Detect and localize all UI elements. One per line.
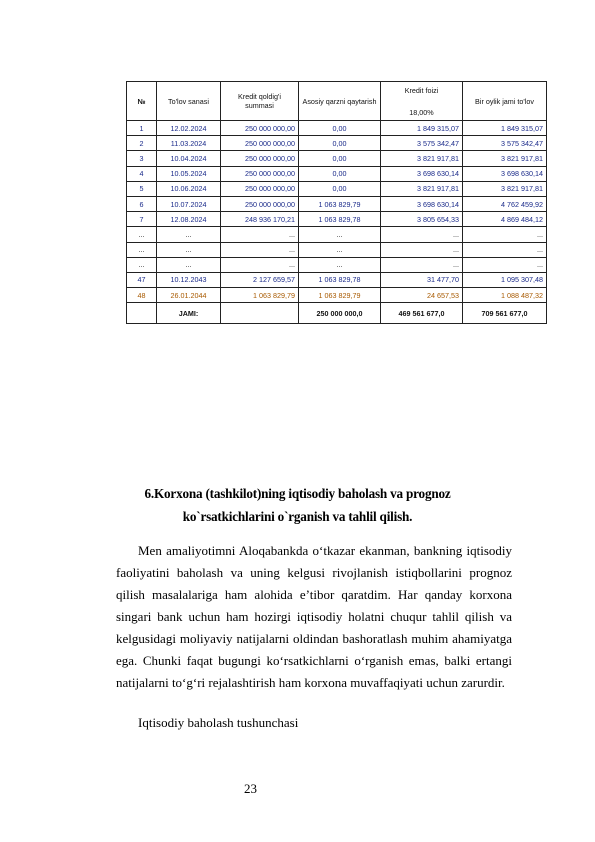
cell-interest: ... bbox=[381, 227, 463, 242]
cell-principal: 0,00 bbox=[299, 136, 381, 151]
table-row bbox=[127, 242, 547, 257]
cell-interest: 3 698 630,14 bbox=[381, 166, 463, 181]
header-balance: Kredit qoldig'i summasi bbox=[221, 82, 299, 121]
table-row bbox=[127, 136, 547, 151]
cell-no: 47 bbox=[127, 272, 157, 287]
cell-principal: ... bbox=[299, 242, 381, 257]
cell-principal: ... bbox=[299, 227, 381, 242]
cell-interest: 3 575 342,47 bbox=[381, 136, 463, 151]
cell-principal: 1 063 829,78 bbox=[299, 212, 381, 227]
cell-balance: 2 127 659,57 bbox=[221, 272, 299, 287]
cell-principal: 1 063 829,79 bbox=[299, 196, 381, 211]
cell-monthly: 4 762 459,92 bbox=[463, 196, 547, 211]
cell-principal: 0,00 bbox=[299, 121, 381, 136]
cell-monthly: 3 698 630,14 bbox=[463, 166, 547, 181]
cell-interest: 3 821 917,81 bbox=[381, 151, 463, 166]
cell-monthly: 4 869 484,12 bbox=[463, 212, 547, 227]
totals-label: JAMI: bbox=[157, 303, 221, 324]
cell-principal: ... bbox=[299, 257, 381, 272]
cell-interest: 1 849 315,07 bbox=[381, 121, 463, 136]
cell-no: 7 bbox=[127, 212, 157, 227]
header-interest bbox=[381, 82, 463, 121]
table-row bbox=[127, 288, 547, 303]
cell-no: 48 bbox=[127, 288, 157, 303]
table-row bbox=[127, 196, 547, 211]
cell-date: 10.06.2024 bbox=[157, 181, 221, 196]
cell-interest: ... bbox=[381, 257, 463, 272]
header-monthly: Bir oylik jami to'lov bbox=[463, 82, 547, 121]
table-row bbox=[127, 121, 547, 136]
table-row bbox=[127, 151, 547, 166]
cell-date: ... bbox=[157, 227, 221, 242]
header-no: № bbox=[127, 82, 157, 121]
cell-monthly: 1 088 487,32 bbox=[463, 288, 547, 303]
cell-no: ... bbox=[127, 257, 157, 272]
table-header-row bbox=[127, 82, 547, 121]
cell-monthly: 3 575 342,47 bbox=[463, 136, 547, 151]
table-row bbox=[127, 181, 547, 196]
cell-balance: 250 000 000,00 bbox=[221, 121, 299, 136]
header-interest-label: Kredit foizi bbox=[404, 86, 439, 95]
body-paragraph bbox=[116, 540, 512, 694]
cell-monthly: 1 095 307,48 bbox=[463, 272, 547, 287]
loan-schedule-table bbox=[126, 81, 547, 324]
section-heading-line-1: 6.Korxona (tashkilot)ning iqtisodiy baholash va prognoz bbox=[144, 486, 451, 501]
cell-balance: 250 000 000,00 bbox=[221, 136, 299, 151]
cell-interest: 3 698 630,14 bbox=[381, 196, 463, 211]
cell-balance: 248 936 170,21 bbox=[221, 212, 299, 227]
cell-date: 10.07.2024 bbox=[157, 196, 221, 211]
cell-no: 1 bbox=[127, 121, 157, 136]
cell-no: 2 bbox=[127, 136, 157, 151]
totals-monthly: 709 561 677,0 bbox=[463, 303, 547, 324]
table-row bbox=[127, 166, 547, 181]
totals-principal: 250 000 000,0 bbox=[299, 303, 381, 324]
cell-no: 3 bbox=[127, 151, 157, 166]
cell-interest: 3 805 654,33 bbox=[381, 212, 463, 227]
table-body bbox=[127, 121, 547, 324]
cell-date: ... bbox=[157, 242, 221, 257]
cell-no: 4 bbox=[127, 166, 157, 181]
cell-date: 12.02.2024 bbox=[157, 121, 221, 136]
cell-principal: 1 063 829,78 bbox=[299, 272, 381, 287]
section-heading-line-2: ko`rsatkichlarini o`rganish va tahlil qilish. bbox=[182, 509, 413, 524]
cell-principal: 0,00 bbox=[299, 181, 381, 196]
cell-no: ... bbox=[127, 227, 157, 242]
cell-date: 12.08.2024 bbox=[157, 212, 221, 227]
cell-balance: 250 000 000,00 bbox=[221, 196, 299, 211]
body-paragraph-text: Men amaliyotimni Aloqabankda o‘tkazar ekanman, bankning iqtisodiy faoliyatini baholash va uning kelgusi rivojlanish istiqbollarini prognoz qilish masalalariga ham alohida e’tibor qaratdim. Har qanday korxona singari bank uchun ham hozirgi iqtisodiy holatni chuqur tahlil qilish va kelgusidagi moliyaviy natijalarni oldindan bashoratlash muhim ahamiyatga ega. Chunki faqat bugungi ko‘rsatkichlarni o‘rganish emas, balki ertangi natijalarni to‘g‘ri rejalashtirish ham korxona muvaffaqiyati uchun zarurdir. bbox=[116, 543, 512, 690]
cell-monthly: ... bbox=[463, 257, 547, 272]
cell-date: 10.05.2024 bbox=[157, 166, 221, 181]
cell-monthly: 1 849 315,07 bbox=[463, 121, 547, 136]
cell-date: 10.12.2043 bbox=[157, 272, 221, 287]
loan-schedule-table-wrapper bbox=[126, 81, 546, 324]
cell-monthly: 3 821 917,81 bbox=[463, 151, 547, 166]
cell-interest: 3 821 917,81 bbox=[381, 181, 463, 196]
table-totals-row bbox=[127, 303, 547, 324]
cell-interest: 31 477,70 bbox=[381, 272, 463, 287]
totals-interest: 469 561 677,0 bbox=[381, 303, 463, 324]
cell-monthly: ... bbox=[463, 227, 547, 242]
cell-date: 26.01.2044 bbox=[157, 288, 221, 303]
cell-interest: ... bbox=[381, 242, 463, 257]
cell-balance: 250 000 000,00 bbox=[221, 166, 299, 181]
cell-no: ... bbox=[127, 242, 157, 257]
cell-date: 11.03.2024 bbox=[157, 136, 221, 151]
cell-empty bbox=[221, 303, 299, 324]
table-row bbox=[127, 212, 547, 227]
cell-date: ... bbox=[157, 257, 221, 272]
page-number: 23 bbox=[244, 781, 257, 796]
table-row bbox=[127, 257, 547, 272]
cell-monthly: 3 821 917,81 bbox=[463, 181, 547, 196]
cell-principal: 1 063 829,79 bbox=[299, 288, 381, 303]
cell-balance: ... bbox=[221, 257, 299, 272]
cell-monthly: ... bbox=[463, 242, 547, 257]
cell-no: 6 bbox=[127, 196, 157, 211]
header-interest-rate: 18,00% bbox=[409, 108, 434, 117]
table-row bbox=[127, 227, 547, 242]
cell-date: 10.04.2024 bbox=[157, 151, 221, 166]
cell-balance: 250 000 000,00 bbox=[221, 151, 299, 166]
cell-balance: ... bbox=[221, 227, 299, 242]
cell-balance: ... bbox=[221, 242, 299, 257]
cell-principal: 0,00 bbox=[299, 166, 381, 181]
header-date: To'lov sanasi bbox=[157, 82, 221, 121]
cell-balance: 250 000 000,00 bbox=[221, 181, 299, 196]
subheading: Iqtisodiy baholash tushunchasi bbox=[138, 715, 299, 730]
cell-interest: 24 657,53 bbox=[381, 288, 463, 303]
cell-empty bbox=[127, 303, 157, 324]
table-row bbox=[127, 272, 547, 287]
cell-principal: 0,00 bbox=[299, 151, 381, 166]
cell-no: 5 bbox=[127, 181, 157, 196]
cell-balance: 1 063 829,79 bbox=[221, 288, 299, 303]
header-principal: Asosiy qarzni qaytarish bbox=[299, 82, 381, 121]
